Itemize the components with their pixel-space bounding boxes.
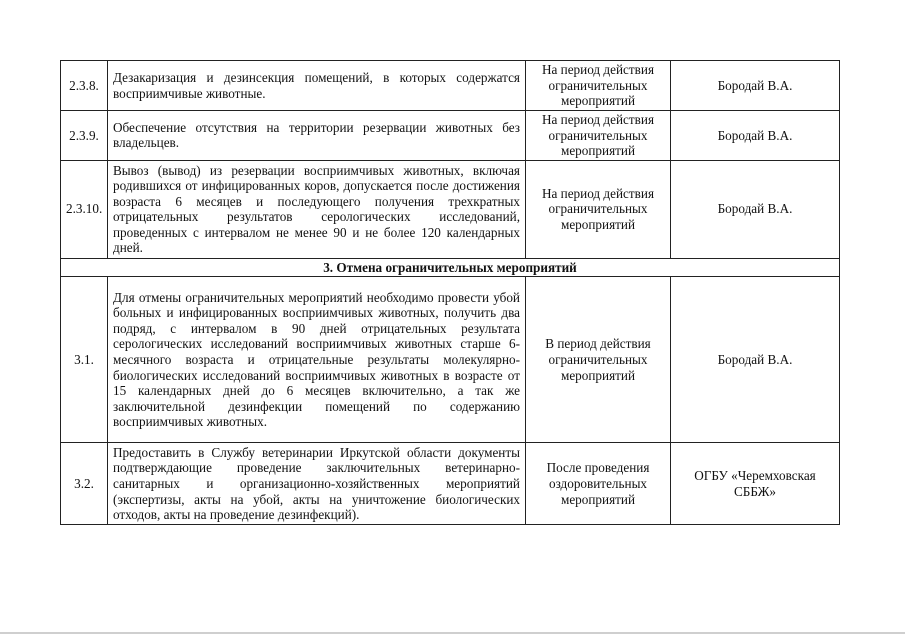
responsible-organization: ОГБУ «Черемховская СББЖ» — [671, 443, 840, 525]
responsible-person: Бородай В.А. — [671, 277, 840, 443]
measures-table — [60, 60, 840, 525]
measure-term: В период действия ограничительных мероприятий — [526, 277, 671, 443]
table-row — [61, 443, 840, 525]
row-number: 3.1. — [61, 277, 108, 443]
section-row — [61, 258, 840, 277]
table-row — [61, 277, 840, 443]
responsible-person: Бородай В.А. — [671, 111, 840, 161]
measure-description: Дезакаризация и дезинсекция помещений, в которых содержатся восприимчивые животные. — [108, 61, 526, 111]
row-number: 2.3.9. — [61, 111, 108, 161]
measure-description: Обеспечение отсутствия на территории резервации животных без владельцев. — [108, 111, 526, 161]
row-number: 2.3.8. — [61, 61, 108, 111]
measure-term: После проведения оздоровительных мероприятий — [526, 443, 671, 525]
document-page — [60, 60, 840, 525]
table-row — [61, 61, 840, 111]
scan-edge-line — [0, 632, 905, 634]
measure-description: Предоставить в Службу ветеринарии Иркутской области документы подтверждающие проведение заключительных ветеринарно-санитарных и организационно-хозяйственных мероприятий (экспертизы, акты на убой, акты на уничтожение биологических отходов, акты на проведение дезинфекций). — [108, 443, 526, 525]
responsible-person: Бородай В.А. — [671, 160, 840, 258]
table-row — [61, 111, 840, 161]
table-row — [61, 160, 840, 258]
measure-description: Вывоз (вывод) из резервации восприимчивых животных, включая родившихся от инфицированных коров, допускается после достижения возраста 6 месяцев и последующего получения трехкратных отрицательных результатов серологических исследований, проведенных с интервалом не менее 90 и не более 120 календарных дней. — [108, 160, 526, 258]
section-title: 3. Отмена ограничительных мероприятий — [61, 258, 840, 277]
measure-term: На период действия ограничительных мероприятий — [526, 61, 671, 111]
row-number: 3.2. — [61, 443, 108, 525]
responsible-person: Бородай В.А. — [671, 61, 840, 111]
measure-term: На период действия ограничительных мероприятий — [526, 111, 671, 161]
measure-term: На период действия ограничительных мероприятий — [526, 160, 671, 258]
row-number: 2.3.10. — [61, 160, 108, 258]
measure-description: Для отмены ограничительных мероприятий необходимо провести убой больных и инфицированных восприимчивых животных, получить два подряд, с интервалом в 90 дней отрицательных результата серологических исследований восприимчивых животных старше 6-месячного возраста и отрицательные результаты молекулярно-биологических исследований восприимчивых животных в возрасте от 15 календарных дней до 6 месяцев включительно, а так же заключительной дезинфекции помещений по содержанию восприимчивых животных. — [108, 277, 526, 443]
